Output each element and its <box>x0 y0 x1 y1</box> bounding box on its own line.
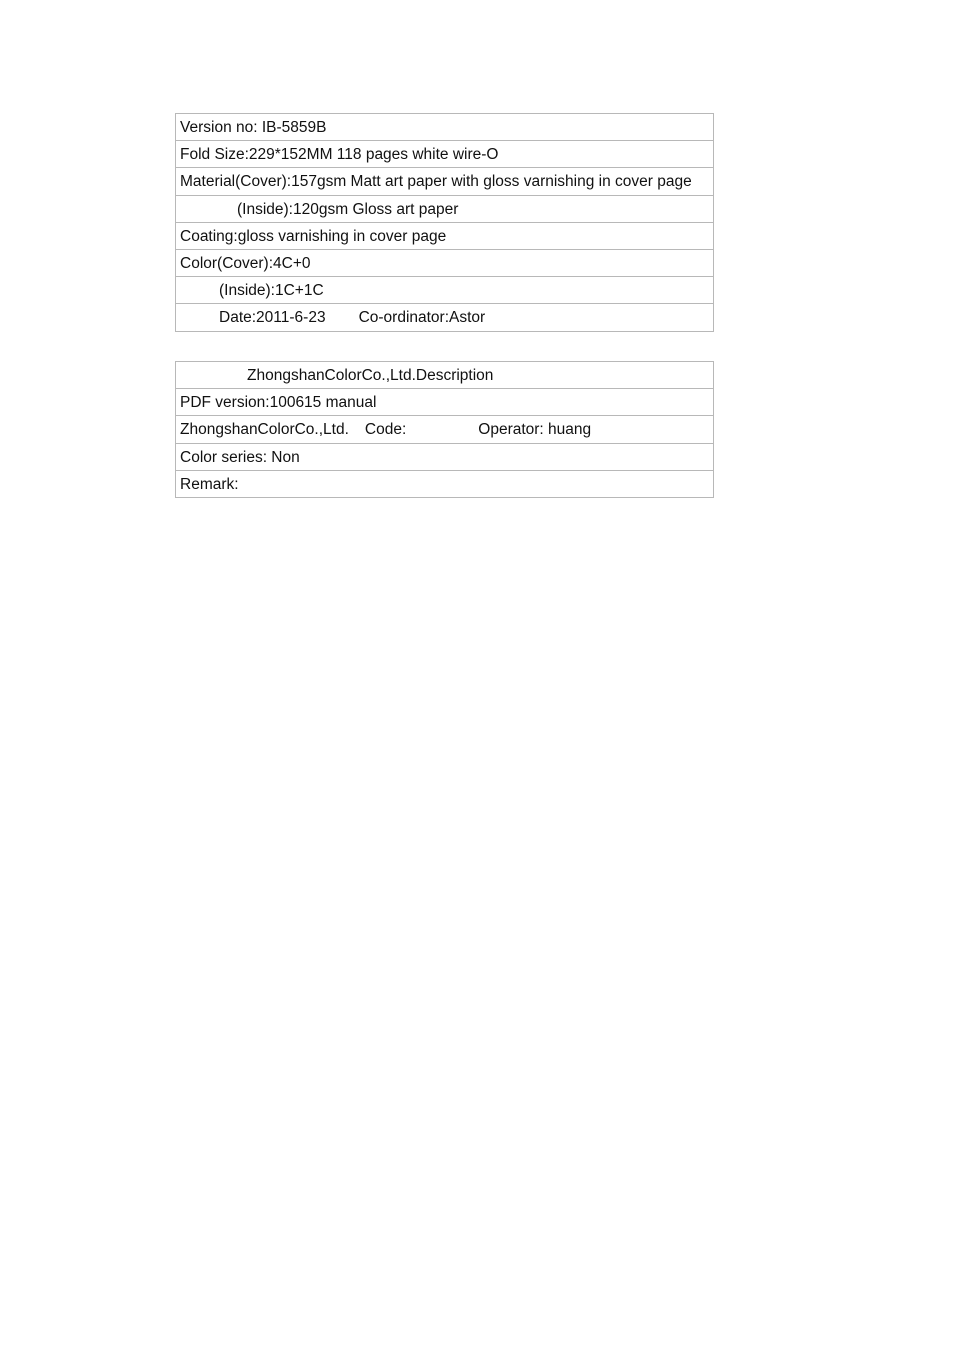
coordinator-text: Co-ordinator:Astor <box>358 309 486 327</box>
company-text: ZhongshanColorCo.,Ltd. <box>180 421 349 439</box>
company-code-operator-row <box>176 416 713 443</box>
version-row <box>176 114 713 141</box>
pdf-version-row <box>176 389 713 416</box>
coating-text: Coating:gloss varnishing in cover page <box>180 227 447 245</box>
description-title-row <box>176 362 713 389</box>
description-table <box>175 361 714 498</box>
coating-row <box>176 223 713 250</box>
description-title: ZhongshanColorCo.,Ltd.Description <box>247 367 494 384</box>
code-text: Code: <box>364 421 407 439</box>
color-inside-text: (Inside):1C+1C <box>219 282 324 300</box>
version-text: Version no: IB-5859B <box>180 119 327 136</box>
color-series-text: Color series: Non <box>180 448 300 466</box>
color-cover-row <box>176 250 713 277</box>
color-cover-text: Color(Cover):4C+0 <box>180 254 311 272</box>
remark-text: Remark: <box>180 475 239 493</box>
remark-row <box>176 471 713 498</box>
material-cover-row <box>176 168 713 195</box>
material-inside-row <box>176 196 713 223</box>
material-cover-text: Material(Cover):157gsm Matt art paper with gloss varnishing in cover page <box>180 173 692 191</box>
fold-size-text: Fold Size:229*152MM 118 pages white wire-O <box>180 146 499 164</box>
date-coordinator-row <box>176 304 713 331</box>
pdf-version-text: PDF version:100615 manual <box>180 394 377 412</box>
color-series-row <box>176 444 713 471</box>
color-inside-row <box>176 277 713 304</box>
spec-table <box>175 113 714 332</box>
material-inside-text: (Inside):120gsm Gloss art paper <box>237 200 459 218</box>
operator-text: Operator: huang <box>478 421 592 439</box>
fold-size-row <box>176 141 713 168</box>
date-text: Date:2011-6-23 <box>219 309 326 327</box>
